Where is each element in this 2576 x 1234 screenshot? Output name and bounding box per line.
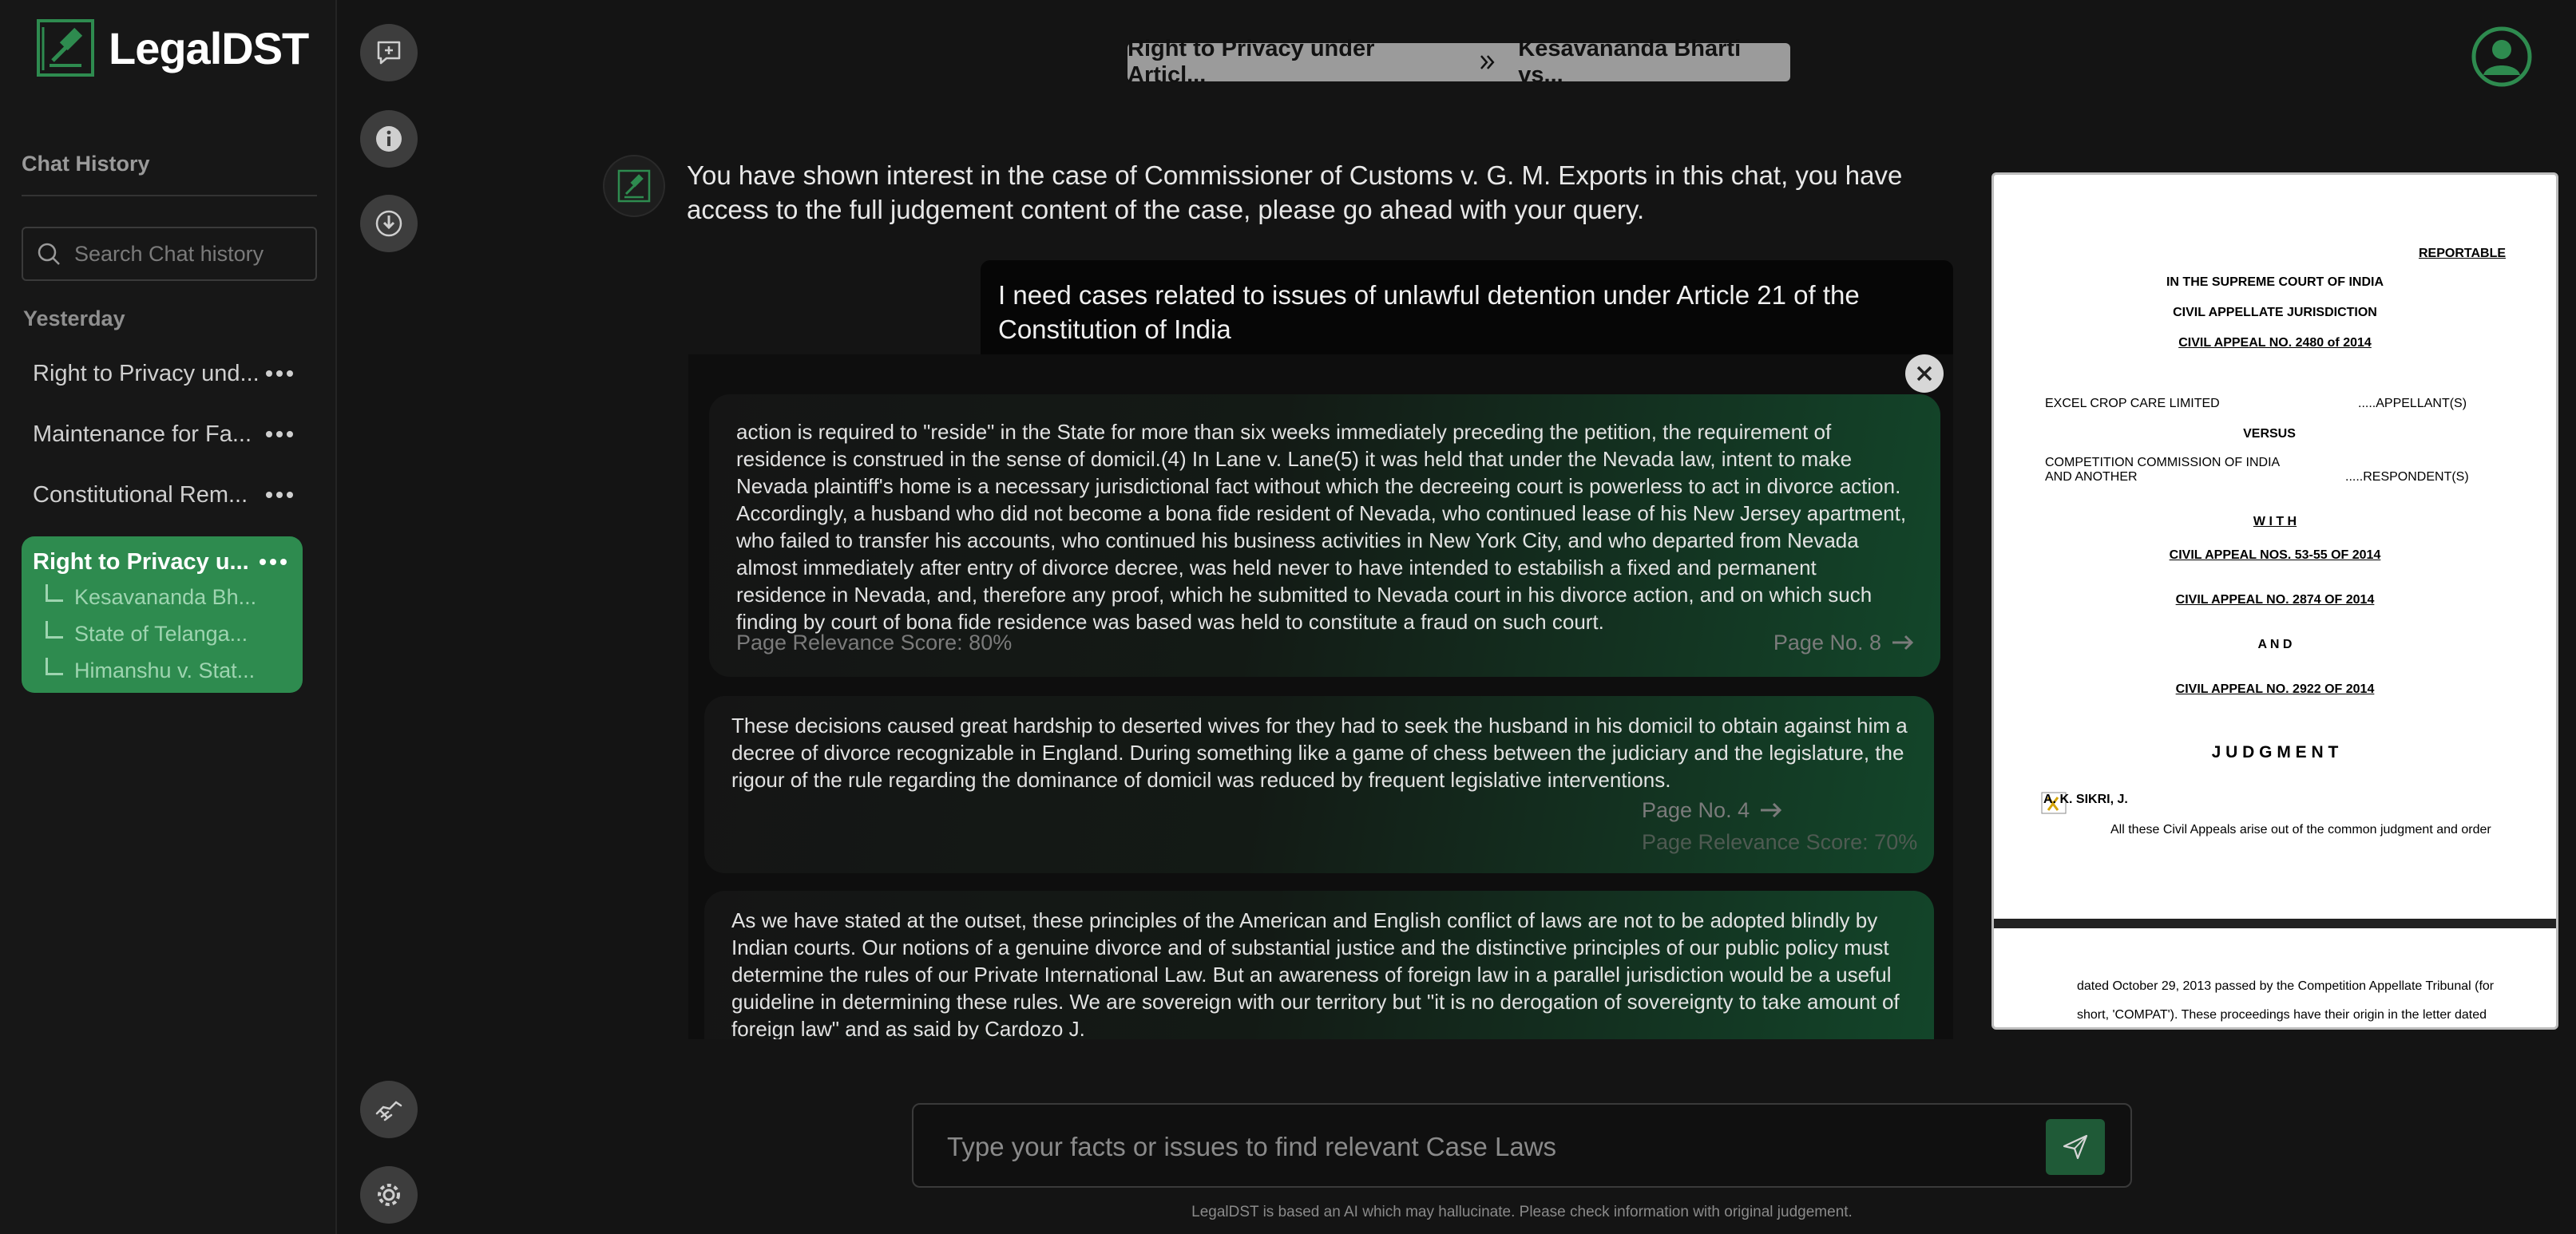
tree-branch-icon	[46, 584, 63, 602]
pdf-reportable: REPORTABLE	[2419, 247, 2507, 260]
pdf-page-break	[1994, 919, 2556, 928]
result-card[interactable]	[704, 696, 1934, 873]
support-button[interactable]	[360, 1081, 418, 1138]
brand-logo[interactable]	[35, 18, 308, 78]
history-item-label: Constitutional Rem...	[33, 481, 248, 508]
settings-button[interactable]	[360, 1166, 418, 1224]
gear-icon	[374, 1180, 404, 1210]
history-item-label: Right to Privacy und...	[33, 360, 260, 386]
history-subitem[interactable]	[46, 655, 285, 686]
pdf-appellant-role: .....APPELLANT(S)	[2358, 397, 2467, 410]
history-subitem[interactable]	[46, 581, 285, 613]
more-options-icon[interactable]	[266, 370, 293, 377]
page-link[interactable]	[1642, 797, 1783, 824]
new-chat-button[interactable]	[360, 24, 418, 81]
result-excerpt: action is required to "reside" in the State for more than six weeks immediately preceding the petition, the requirement of residence is construed in the sense of domicil.(4) In Lane v. Lane(5) it was held that under the Nevada law, intent to make Nevada plaintiff's home is a necessary jurisdictional fact without which the decreeing court is powerless to act in divorce action. Accordingly, a husband who did not become a bona fide resident of Nevada, who continued lease of his New Jersey apartment, who failed to transfer his accounts, who continued his business activities in New York City, and who departed from Nevada almost immediately after entry of divorce decree, was held never to have intended to estabilish a fixed and permanent residence in Nevada, and, therefore any proof, which he submitted to Nevada court in his divorce action, and on which such finding by court of bona fide residence was based was held to constitute a fraud on such court.	[736, 420, 1907, 634]
active-history-group	[22, 536, 303, 693]
close-results-button[interactable]	[1905, 354, 1944, 393]
new-chat-icon	[374, 38, 404, 68]
history-subitem-label: Kesavananda Bh...	[74, 584, 257, 609]
send-icon	[2062, 1133, 2089, 1161]
sidebar	[0, 0, 337, 1234]
message-composer	[912, 1103, 2132, 1188]
history-item-label: Right to Privacy u...	[33, 548, 249, 575]
breadcrumb-chat[interactable]: Right to Privacy under Articl...	[1127, 36, 1375, 88]
pdf-judgment-heading: J U D G M E N T	[2211, 743, 2339, 761]
more-options-icon[interactable]	[266, 492, 293, 498]
more-options-icon[interactable]	[260, 559, 287, 565]
result-card[interactable]	[709, 394, 1940, 677]
history-subitem-label: Himanshu v. Stat...	[74, 658, 256, 682]
download-icon	[374, 208, 404, 239]
info-icon	[374, 124, 404, 154]
more-options-icon[interactable]	[266, 431, 293, 437]
search-icon	[36, 241, 61, 267]
pdf-paragraph: All these Civil Appeals arise out of the common judgment and order	[2110, 823, 2491, 837]
history-item-label: Maintenance for Fa...	[33, 421, 252, 447]
pdf-page2-line: short, 'COMPAT'). These proceedings have their origin in the letter dated	[2077, 1008, 2487, 1022]
history-item[interactable]	[22, 409, 317, 460]
gavel-logo-icon	[35, 18, 96, 78]
search-input[interactable]	[73, 241, 315, 267]
ai-disclaimer: LegalDST is based an AI which may hallucinate. Please check information with original judgement.	[1191, 1204, 1853, 1220]
pdf-with: W I T H	[2253, 515, 2297, 528]
history-subitem[interactable]	[46, 618, 285, 650]
user-message: I need cases related to issues of unlawful detention under Article 21 of the Constitution of India	[981, 260, 1953, 354]
pdf-appeal-number: CIVIL APPEAL NO. 2922 OF 2014	[2175, 682, 2375, 696]
bot-message: You have shown interest in the case of Commissioner of Customs v. G. M. Exports in this chat, you have access to the full judgement content of the case, please go ahead with your query.	[687, 160, 1903, 224]
pdf-appeal-number: CIVIL APPEAL NO. 2480 of 2014	[2178, 336, 2372, 350]
pdf-and: A N D	[2257, 638, 2293, 651]
close-icon	[1913, 362, 1936, 385]
send-button[interactable]	[2046, 1119, 2105, 1175]
result-excerpt: As we have stated at the outset, these principles of the American and English conflict of laws are not to be adopted blindly by Indian courts. Our notions of a genuine divorce and of substantial justice and the distinctive principles of our public policy must determine the rules of our Private International Law. But an awareness of foreign law in a parallel jurisdiction would be a useful guideline in determining these rules. We are sovereign with our territory but "it is no derogation of sovereignty to take amount of foreign law" and as said by Cardozo J.	[731, 908, 1900, 1039]
pdf-respondent-role: .....RESPONDENT(S)	[2345, 470, 2469, 484]
chat-history-search[interactable]	[22, 227, 317, 281]
history-subitem-label: State of Telanga...	[74, 621, 248, 646]
results-panel	[688, 354, 1953, 1039]
pdf-versus: VERSUS	[2243, 427, 2296, 441]
arrow-right-icon	[1891, 634, 1915, 651]
judgement-pdf-preview[interactable]	[1991, 172, 2558, 1030]
pdf-respondent-line1: COMPETITION COMMISSION OF INDIA	[2045, 456, 2281, 469]
pdf-court: IN THE SUPREME COURT OF INDIA	[2166, 275, 2384, 289]
history-item-active[interactable]	[22, 536, 303, 587]
chat-history-title: Chat History	[22, 152, 150, 176]
pdf-jurisdiction: CIVIL APPELLATE JURISDICTION	[2173, 306, 2377, 319]
history-item[interactable]	[22, 348, 317, 399]
result-card[interactable]	[704, 891, 1934, 1039]
history-item[interactable]	[22, 469, 317, 520]
message-input[interactable]	[945, 1127, 1987, 1167]
double-chevron-right-icon	[1477, 52, 1498, 73]
pdf-appeal-number: CIVIL APPEAL NOS. 53-55 OF 2014	[2169, 548, 2381, 562]
info-button[interactable]	[360, 110, 418, 168]
history-group-label: Yesterday	[23, 307, 125, 330]
page-link[interactable]	[1773, 629, 1915, 656]
result-excerpt: These decisions caused great hardship to deserted wives for they had to seek the husband in his domicil to obtain against him a decree of divorce recognizable in England. During something like a game of chess between the judiciary and the legislature, the rigour of the rule regarding the dominance of domicil was reduced by frequent legislative interventions.	[731, 714, 1908, 792]
download-button[interactable]	[360, 195, 418, 252]
relevance-score: Page Relevance Score: 80%	[736, 631, 1013, 655]
pdf-appeal-number: CIVIL APPEAL NO. 2874 OF 2014	[2175, 593, 2375, 607]
breadcrumb-case[interactable]: Kesavananda Bharti vs...	[1518, 36, 1742, 88]
tree-branch-icon	[46, 621, 63, 639]
pdf-appellant: EXCEL CROP CARE LIMITED	[2045, 397, 2220, 410]
brand-name: LegalDST	[109, 22, 309, 73]
bot-avatar	[603, 155, 665, 217]
breadcrumb	[1127, 36, 1790, 88]
gavel-logo-icon	[616, 168, 652, 204]
divider	[22, 195, 317, 196]
pdf-page2-line: dated October 29, 2013 passed by the Competition Appellate Tribunal (for	[2077, 979, 2495, 993]
page-number: Page No. 8	[1773, 631, 1881, 655]
arrow-right-icon	[1759, 801, 1783, 819]
handshake-icon	[374, 1094, 404, 1125]
pdf-judge: A. K. SIKRI, J.	[2043, 793, 2128, 806]
pdf-respondent-line2: AND ANOTHER	[2045, 470, 2138, 484]
user-avatar-icon[interactable]	[2471, 26, 2533, 88]
relevance-score: Page Relevance Score: 70%	[1642, 830, 1918, 854]
tree-branch-icon	[46, 658, 63, 675]
page-number: Page No. 4	[1642, 798, 1750, 822]
